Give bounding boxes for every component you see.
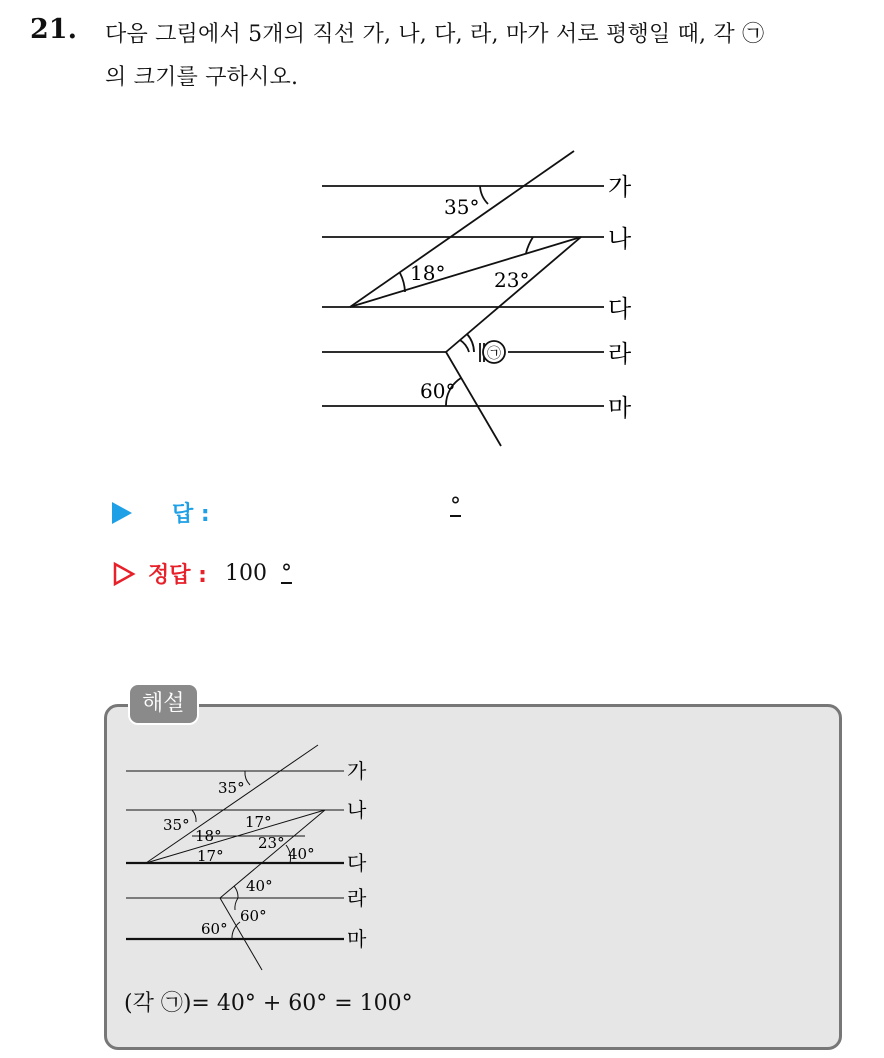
sol-label-ga: 가 [347, 759, 367, 783]
sol-angle-23: 23° [258, 834, 285, 852]
answer-label: 답 : [172, 502, 210, 527]
sol-angle-60b: 60° [240, 907, 267, 925]
sol-arc-60b [235, 898, 238, 910]
sol-angle-17a: 17° [245, 813, 272, 831]
sol-angle-35a: 35° [218, 779, 245, 797]
sol-label-na: 나 [347, 798, 367, 822]
sol-angle-17b: 17° [197, 847, 224, 865]
sol-label-ma: 마 [347, 927, 367, 951]
question-number: 21. [30, 14, 77, 45]
line-label-na: 나 [608, 225, 632, 253]
angle-label-60: 60° [420, 379, 456, 403]
line-label-da: 다 [608, 295, 632, 323]
line-label-ga: 가 [608, 173, 632, 201]
answer-unit: ° [450, 494, 461, 519]
sol-angle-60a: 60° [201, 920, 228, 938]
unknown-angle-mark: ㉠ [487, 346, 501, 362]
sol-angle-40a: 40° [288, 845, 315, 863]
sol-angle-18: 18° [195, 827, 222, 845]
line-label-ra: 라 [608, 340, 632, 368]
sol-angle-35b: 35° [163, 816, 190, 834]
correct-answer-value: 100 [224, 561, 267, 586]
sol-arc-35-na [192, 810, 196, 822]
sol-label-ra: 라 [347, 886, 367, 910]
correct-answer-label: 정답 : [148, 563, 207, 588]
correct-answer-unit: ° [280, 561, 292, 586]
sol-label-da: 다 [347, 851, 367, 875]
angle-label-35: 35° [444, 195, 480, 219]
line-label-ma: 마 [608, 394, 632, 422]
sol-arc-35-top [245, 771, 250, 785]
question-text-line1: 다음 그림에서 5개의 직선 가, 나, 다, 라, 마가 서로 평행일 때, 각 ㉠ [105, 22, 765, 47]
sol-arc-40b [234, 886, 238, 898]
angle-label-18: 18° [410, 261, 446, 285]
angle-label-23: 23° [494, 268, 530, 292]
sol-angle-40b: 40° [246, 877, 273, 895]
question-text-line2: 의 크기를 구하시오. [105, 65, 299, 90]
solution-tag: 해설 [128, 683, 199, 725]
solution-equation: (각 ㉠)= 40° + 60° = 100° [124, 991, 413, 1016]
